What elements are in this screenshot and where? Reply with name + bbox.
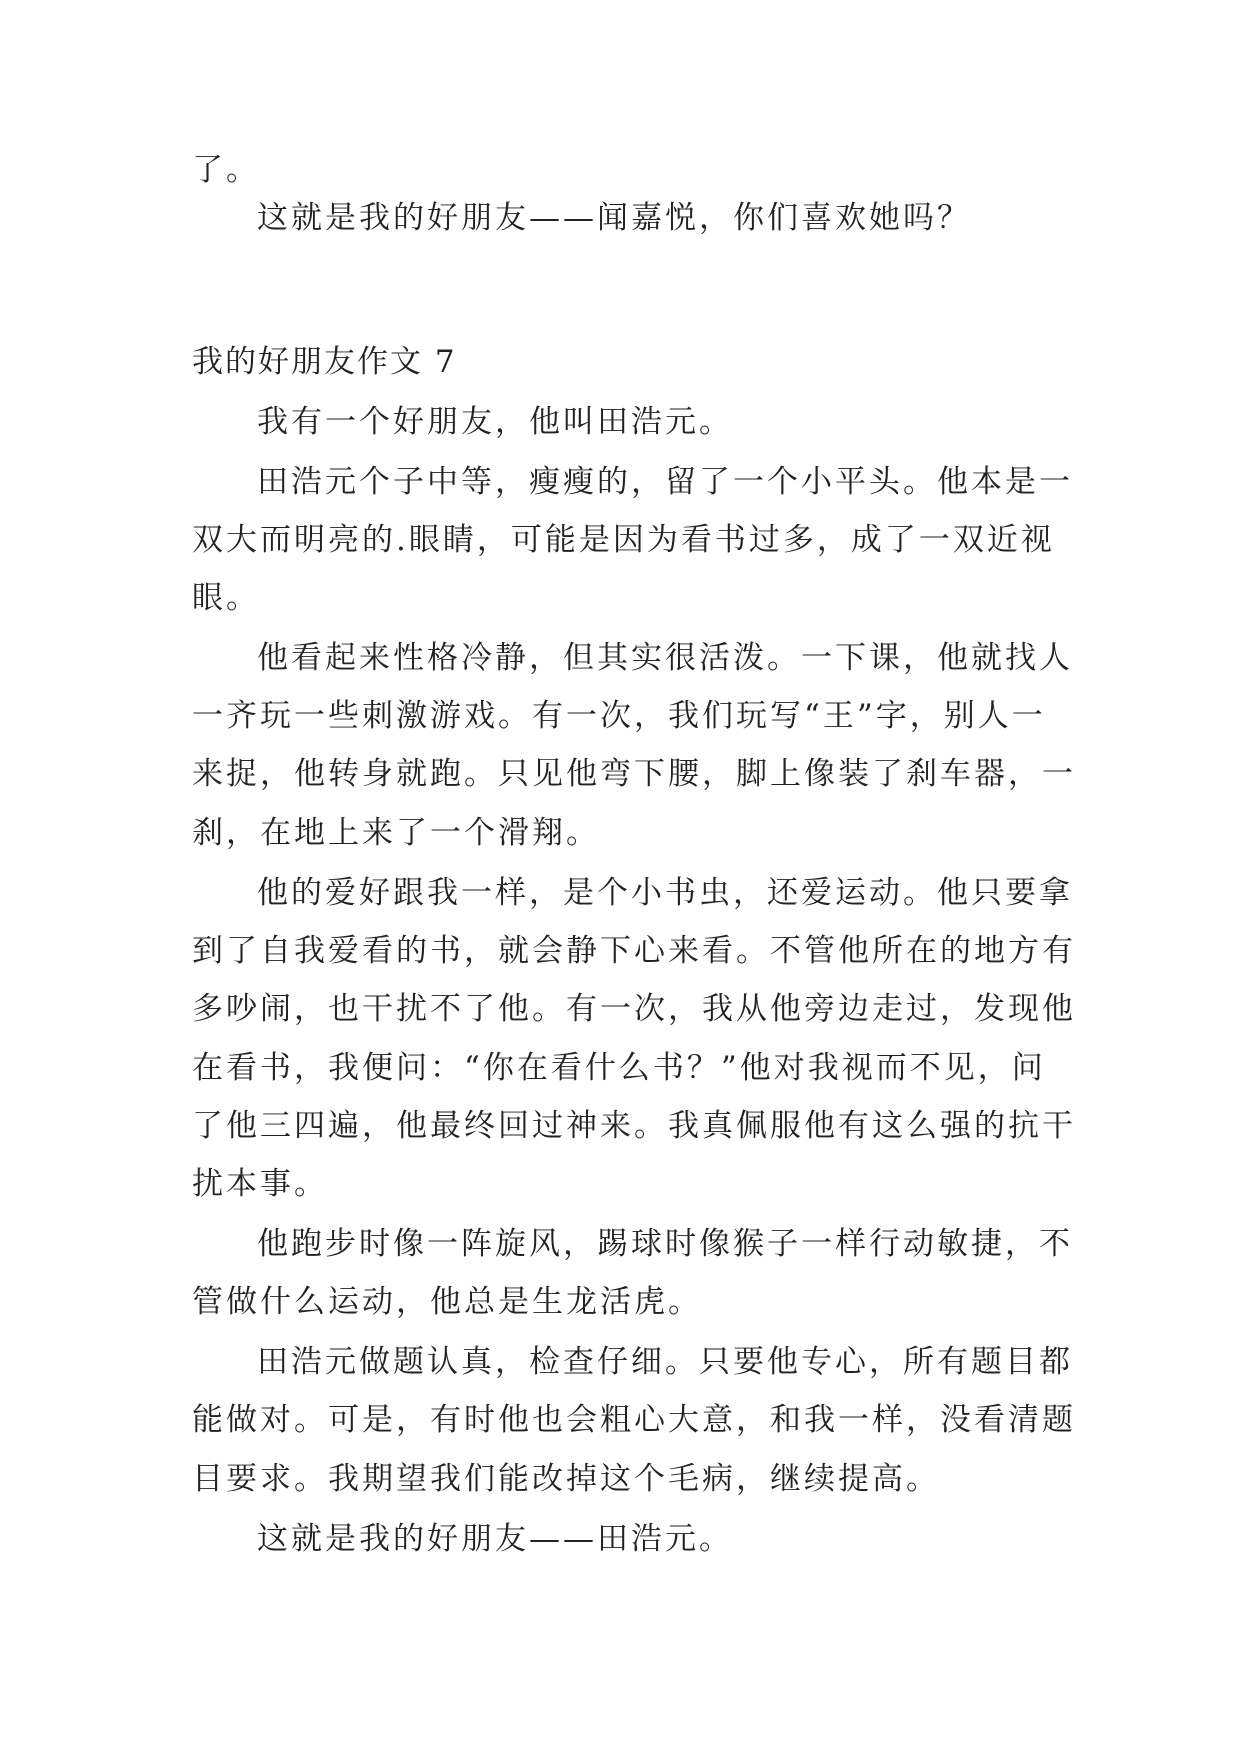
text-line: 在看书，我便问：“你在看什么书？”他对我视而不见，问 <box>192 1050 1046 1086</box>
text-line: 他跑步时像一阵旋风，踢球时像猴子一样行动敏捷，不 <box>257 1226 1073 1262</box>
text-line: 刹，在地上来了一个滑翔。 <box>192 815 600 851</box>
text-line: 来捉，他转身就跑。只见他弯下腰，脚上像装了刹车器，一 <box>192 756 1076 792</box>
text-line: 能做对。可是，有时他也会粗心大意，和我一样，没看清题 <box>192 1402 1076 1438</box>
text-line: 眼。 <box>192 580 260 616</box>
text-line: 双大而明亮的.眼睛，可能是因为看书过多，成了一双近视 <box>192 522 1055 558</box>
text-line: 他的爱好跟我一样，是个小书虫，还爱运动。他只要拿 <box>257 875 1073 911</box>
text-line: 了。 <box>192 152 260 188</box>
text-line: 多吵闹，也干扰不了他。有一次，我从他旁边走过，发现他 <box>192 991 1076 1027</box>
text-line: 我有一个好朋友，他叫田浩元。 <box>257 404 733 440</box>
text-line: 田浩元个子中等，瘦瘦的，留了一个小平头。他本是一 <box>257 464 1073 500</box>
text-line: 这就是我的好朋友——闻嘉悦，你们喜欢她吗？ <box>257 200 971 236</box>
text-line: 他看起来性格冷静，但其实很活泼。一下课，他就找人 <box>257 640 1073 676</box>
text-line: 管做什么运动，他总是生龙活虎。 <box>192 1284 702 1320</box>
essay-heading: 我的好朋友作文 7 <box>192 344 457 380</box>
text-line: 一齐玩一些刺激游戏。有一次，我们玩写“王”字，别人一 <box>192 698 1046 734</box>
text-line: 到了自我爱看的书，就会静下心来看。不管他所在的地方有 <box>192 933 1076 969</box>
text-line: 了他三四遍，他最终回过神来。我真佩服他有这么强的抗干 <box>192 1108 1076 1144</box>
text-line: 田浩元做题认真，检查仔细。只要他专心，所有题目都 <box>257 1344 1073 1380</box>
text-line: 扰本事。 <box>192 1166 328 1202</box>
text-line: 这就是我的好朋友——田浩元。 <box>257 1521 733 1557</box>
text-line: 目要求。我期望我们能改掉这个毛病，继续提高。 <box>192 1461 940 1497</box>
